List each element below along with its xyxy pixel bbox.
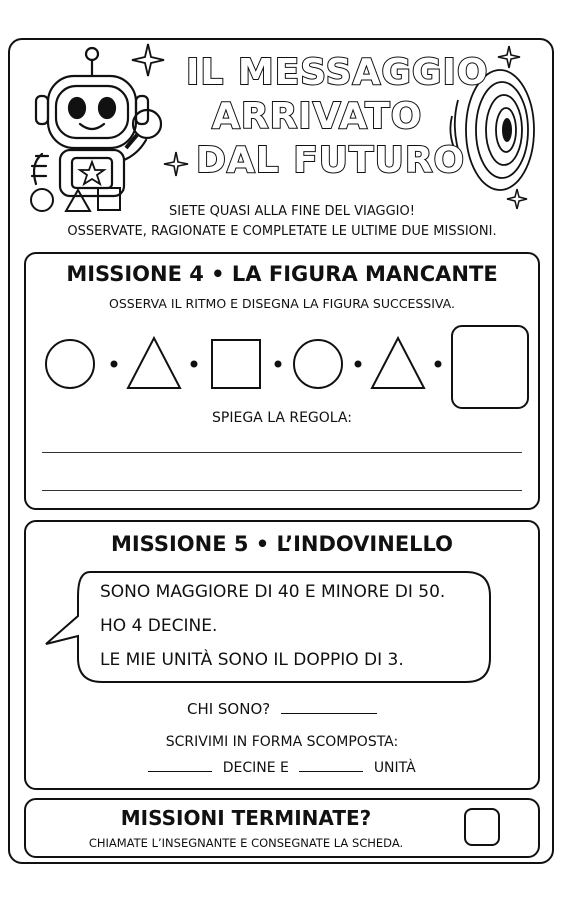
question-row — [0, 700, 564, 718]
footer-box — [24, 798, 540, 858]
sequence-square-1 — [212, 340, 260, 388]
mission-5-title: MISSIONE 5 • L’INDOVINELLO — [110, 532, 454, 556]
sparkle-icon — [128, 40, 168, 80]
riddle-line-3: LE MIE UNITÀ SONO IL DOPPIO DI 3. — [100, 650, 404, 670]
units-label: UNITÀ — [373, 760, 416, 776]
sequence-circle-1 — [46, 340, 94, 388]
riddle-line-2: HO 4 DECINE. — [100, 616, 218, 636]
completion-checkbox[interactable] — [464, 808, 500, 846]
decompose-row — [0, 760, 564, 776]
intro-line-1: SIETE QUASI ALLA FINE DEL VIAGGIO! — [169, 204, 415, 219]
riddle-line-1: SONO MAGGIORE DI 40 E MINORE DI 50. — [100, 582, 446, 602]
star-icon — [80, 162, 104, 184]
rule-answer-line-1[interactable] — [42, 452, 522, 453]
mission-4-box — [24, 252, 540, 510]
intro-line-2: OSSERVATE, RAGIONATE E COMPLETATE LE ULTIME DUE MISSIONI. — [67, 224, 497, 239]
sparkle-icon — [162, 150, 190, 178]
units-blank[interactable] — [299, 771, 363, 772]
shape-sequence — [36, 324, 536, 414]
mission-4-title: MISSIONE 4 • LA FIGURA MANCANTE — [66, 262, 498, 286]
tens-blank[interactable] — [148, 771, 212, 772]
footer-title: MISSIONI TERMINATE? — [120, 806, 372, 830]
sequence-triangle-2 — [372, 338, 424, 388]
title-line-2: ARRIVATO — [212, 96, 423, 137]
rule-answer-line-2[interactable] — [42, 490, 522, 491]
sequence-circle-2 — [294, 340, 342, 388]
title-line-3: DAL FUTURO — [196, 140, 466, 181]
rule-label: SPIEGA LA REGOLA: — [212, 410, 352, 426]
title-line-1: IL MESSAGGIO — [186, 52, 489, 93]
answer-blank[interactable] — [281, 713, 377, 714]
tens-label: DECINE E — [222, 760, 289, 776]
decompose-label: SCRIVIMI IN FORMA SCOMPOSTA: — [165, 734, 399, 750]
mission-4-instruction: OSSERVA IL RITMO E DISEGNA LA FIGURA SUCCESSIVA. — [109, 296, 455, 311]
sequence-triangle-1 — [128, 338, 180, 388]
footer-note: CHIAMATE L’INSEGNANTE E CONSEGNATE LA SCHEDA. — [88, 836, 404, 850]
missing-shape-box — [452, 326, 528, 408]
question-label: CHI SONO? — [186, 700, 271, 718]
